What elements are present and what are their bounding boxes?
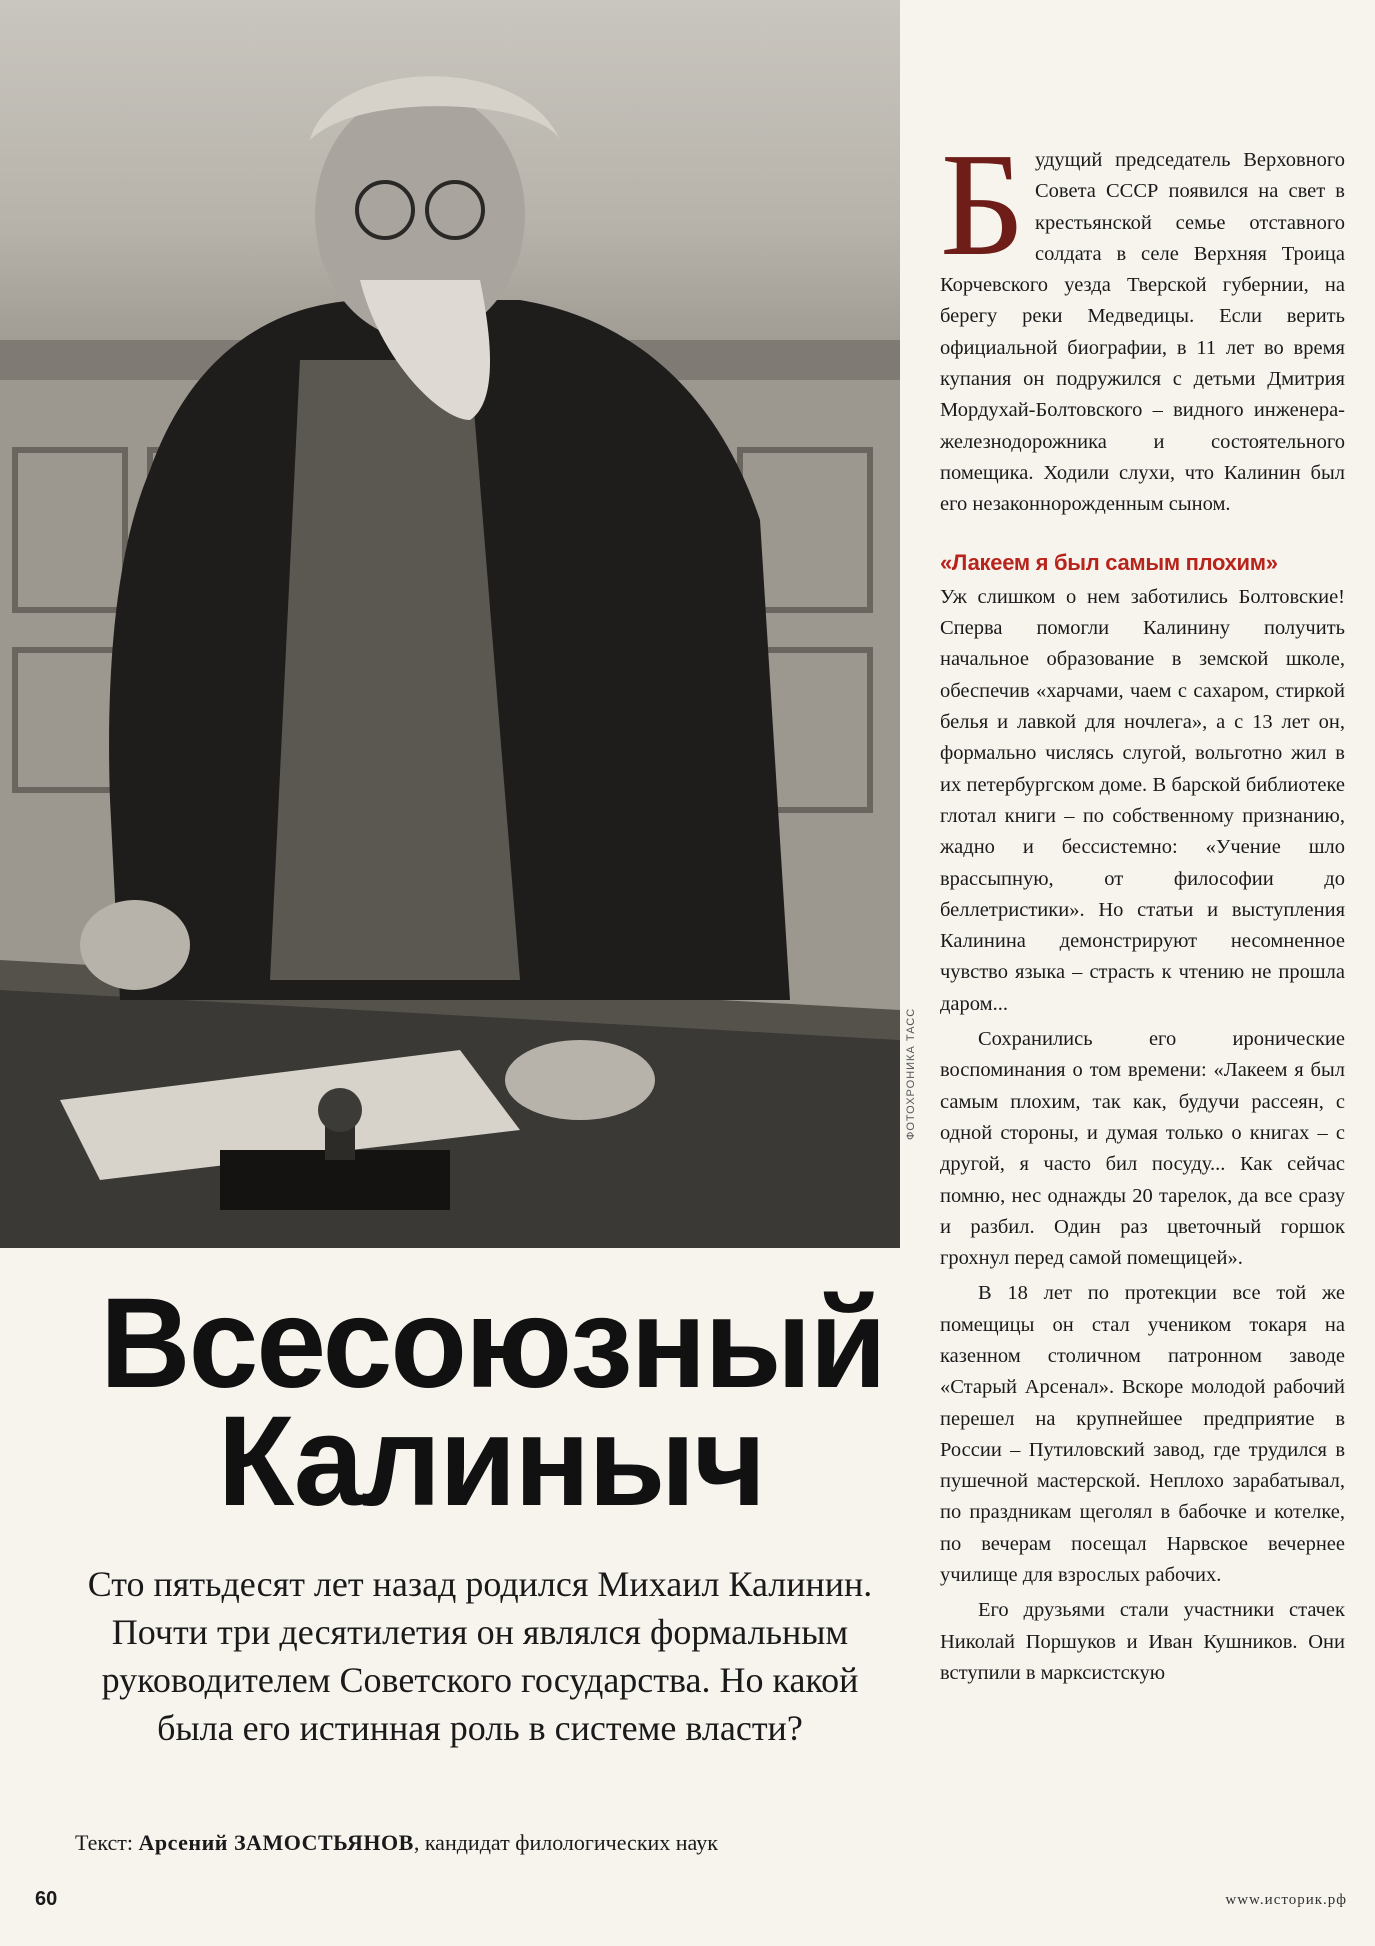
article-body [940,123,1345,1689]
body-paragraph-1 [940,123,1345,521]
portrait-photo [0,0,900,1248]
article-headline [100,1272,885,1533]
section-subheading: «Лакеем я был самым плохим» [940,549,1278,575]
body-paragraph-3: Сохранились его иронические воспоминания о том времени: «Лакеем я был самым плохим, так как, будучи рассеян, с одной стороны, и думая только о книгах – с другой, я часто бил посуду... Как сейчас помню, нес однажды 20 тарелок, да все сразу и разбил. Один раз цветочный горшок грохнул перед самой помещицей». [940,1028,1345,1270]
byline-author: Арсений ЗАМОСТЬЯНОВ [138,1830,414,1855]
body-paragraph-5: Его друзьями стали участники стачек Николай Поршуков и Иван Кушников. Они вступили в марксистскую [940,1599,1345,1684]
page-number: 60 [35,1888,58,1910]
byline-label: Текст: [75,1830,133,1855]
headline-line-1: Всесоюзный [100,1272,885,1415]
headline-line-2: Калиныч [217,1390,765,1533]
portrait-illustration [0,0,900,1248]
drop-cap: Б [940,123,1025,287]
site-url: www.историк.рф [1225,1892,1347,1908]
byline-title: , кандидат филологических наук [413,1830,718,1855]
photo-credit: ФОТОХРОНИКА ТАСС [905,1007,917,1140]
body-paragraph-2: Уж слишком о нем заботились Болтовские! Сперва помогли Калинину получить начальное образование в земской школе, обеспечив «харчами, чаем с сахаром, стиркой белья и лавкой для ночлега», а с 13 лет он, формально числясь слугой, вольготно жил в их петербургском доме. В барской библиотеке глотал книги – по собственному признанию, жадно и бессистемно: «Учение шло врассыпную, от философии до беллетристики». Но статьи и выступления Калинина демонстрируют несомненное чувство языка – страсть к чтению не прошла даром... [940,585,1345,1015]
byline [75,1830,875,1856]
paragraph-1-text: удущий председатель Верховного Совета СССР появился на свет в крестьянской семье отставного солдата в селе Верхняя Троица Корчевского уезда Тверской губернии, на берегу реки Медведицы. Если верить официальной биографии, в 11 лет во время купания он подружился с детьми Дмитрия Мордухай-Болтовского – видного инженера-железнодорожника и состоятельного помещика. Ходили слухи, что Калинин был его незаконнорожденным сыном. [940,149,1345,516]
article-lead: Сто пятьдесят лет назад родился Михаил Калинин. Почти три десятилетия он являлся формальным руководителем Советского государства. Но какой была его истинная роль в системе власти? [87,1564,873,1748]
body-paragraph-4: В 18 лет по протекции все той же помещицы он стал учеником токаря на казенном столичном патронном заводе «Старый Арсенал». Вскоре молодой рабочий перешел на крупнейшее предприятие в России – Путиловский завод, где трудился в пушечной мастерской. Неплохо зарабатывал, по праздникам щеголял в бабочке и котелке, по вечерам посещал Нарвское вечернее училище для взрослых рабочих. [940,1282,1345,1587]
